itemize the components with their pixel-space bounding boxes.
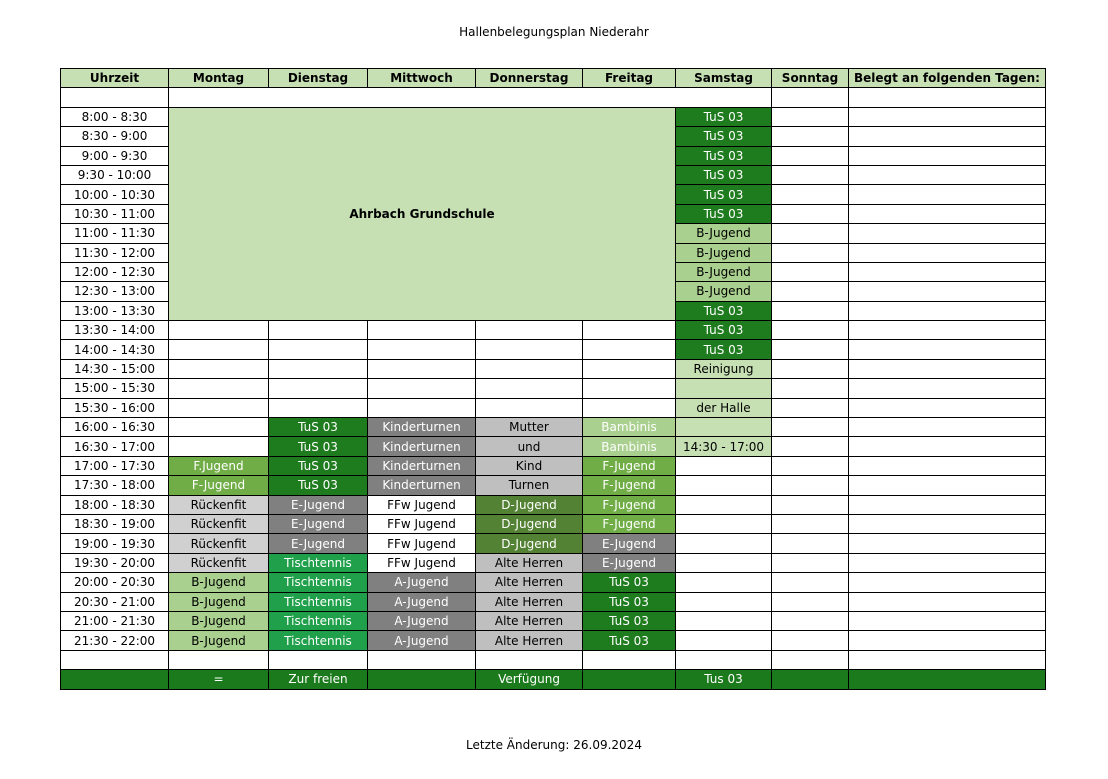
freitag-cell [583,379,676,398]
freitag-cell [583,398,676,417]
dienstag-cell: TuS 03 [269,437,368,456]
time-cell: 21:30 - 22:00 [61,631,169,650]
donnerstag-cell: D-Jugend [476,534,583,553]
belegt-cell [849,398,1046,417]
sonntag-cell [772,476,849,495]
spacer-row [61,88,1046,107]
donnerstag-cell: Kind [476,456,583,475]
time-row [61,631,1046,650]
empty-cell [849,650,1046,669]
sonntag-cell [772,456,849,475]
time-row [61,379,1046,398]
time-cell: 14:30 - 15:00 [61,359,169,378]
sonntag-cell [772,611,849,630]
belegt-cell [849,321,1046,340]
header-uhrzeit: Uhrzeit [61,69,169,88]
header-donnerstag: Donnerstag [476,69,583,88]
montag-cell [169,379,269,398]
samstag-cell [676,456,772,475]
legend-cell [849,670,1046,689]
belegt-cell [849,301,1046,320]
freitag-cell: F-Jugend [583,476,676,495]
sonntag-cell [772,398,849,417]
montag-cell [169,321,269,340]
dienstag-cell [269,398,368,417]
dienstag-cell [269,379,368,398]
sonntag-cell [772,301,849,320]
belegt-cell [849,107,1046,126]
donnerstag-cell [476,379,583,398]
freitag-cell [583,321,676,340]
empty-cell [849,88,1046,107]
legend-cell [368,670,476,689]
dienstag-cell: E-Jugend [269,495,368,514]
samstag-cell [676,476,772,495]
time-cell: 8:30 - 9:00 [61,127,169,146]
mittwoch-cell: Kinderturnen [368,456,476,475]
mittwoch-cell [368,321,476,340]
empty-cell [169,88,772,107]
sonntag-cell [772,553,849,572]
sonntag-cell [772,224,849,243]
sonntag-cell [772,573,849,592]
sonntag-cell [772,146,849,165]
donnerstag-cell [476,340,583,359]
mittwoch-cell: Kinderturnen [368,437,476,456]
samstag-cell: TuS 03 [676,204,772,223]
dienstag-cell [269,359,368,378]
time-row [61,476,1046,495]
donnerstag-cell: D-Jugend [476,495,583,514]
sonntag-cell [772,592,849,611]
sonntag-cell [772,185,849,204]
time-row [61,398,1046,417]
freitag-cell: F-Jugend [583,456,676,475]
samstag-cell [676,534,772,553]
sonntag-cell [772,340,849,359]
samstag-cell [676,418,772,437]
belegt-cell [849,359,1046,378]
sonntag-cell [772,107,849,126]
mittwoch-cell: Kinderturnen [368,418,476,437]
sonntag-cell [772,282,849,301]
time-cell: 20:30 - 21:00 [61,592,169,611]
belegt-cell [849,224,1046,243]
legend-cell [61,670,169,689]
legend-row [61,670,1046,689]
time-cell: 20:00 - 20:30 [61,573,169,592]
time-cell: 12:00 - 12:30 [61,262,169,281]
freitag-cell: Bambinis [583,418,676,437]
donnerstag-cell: und [476,437,583,456]
sonntag-cell [772,495,849,514]
mittwoch-cell [368,340,476,359]
sonntag-cell [772,262,849,281]
donnerstag-cell: Alte Herren [476,573,583,592]
dienstag-cell: TuS 03 [269,418,368,437]
samstag-cell [676,379,772,398]
belegt-cell [849,476,1046,495]
donnerstag-cell [476,359,583,378]
mittwoch-cell: A-Jugend [368,573,476,592]
time-cell: 10:30 - 11:00 [61,204,169,223]
dienstag-cell: Tischtennis [269,631,368,650]
freitag-cell: E-Jugend [583,534,676,553]
time-rows [61,107,1046,650]
sonntag-cell [772,359,849,378]
time-row [61,495,1046,514]
mittwoch-cell [368,398,476,417]
samstag-cell: B-Jugend [676,243,772,262]
belegt-cell [849,127,1046,146]
empty-cell [476,650,583,669]
montag-cell [169,398,269,417]
belegt-cell [849,243,1046,262]
time-row [61,437,1046,456]
freitag-cell: E-Jugend [583,553,676,572]
time-cell: 16:00 - 16:30 [61,418,169,437]
dienstag-cell: Tischtennis [269,592,368,611]
mittwoch-cell [368,359,476,378]
header-freitag: Freitag [583,69,676,88]
time-row [61,514,1046,533]
donnerstag-cell [476,398,583,417]
belegt-cell [849,185,1046,204]
time-cell: 19:30 - 20:00 [61,553,169,572]
montag-cell: B-Jugend [169,592,269,611]
freitag-cell: TuS 03 [583,611,676,630]
header-samstag: Samstag [676,69,772,88]
time-row [61,359,1046,378]
belegt-cell [849,418,1046,437]
time-row [61,340,1046,359]
samstag-cell: TuS 03 [676,165,772,184]
dienstag-cell: Tischtennis [269,611,368,630]
mittwoch-cell: A-Jugend [368,592,476,611]
legend-cell [772,670,849,689]
montag-cell: Rückenfit [169,553,269,572]
header-mittwoch: Mittwoch [368,69,476,88]
empty-cell [772,88,849,107]
sonntag-cell [772,534,849,553]
schedule-table [60,68,1046,690]
sonntag-cell [772,437,849,456]
belegt-cell [849,437,1046,456]
time-cell: 12:30 - 13:00 [61,282,169,301]
empty-cell [169,650,269,669]
freitag-cell [583,359,676,378]
time-cell: 13:00 - 13:30 [61,301,169,320]
belegt-cell [849,340,1046,359]
samstag-cell [676,573,772,592]
samstag-cell [676,631,772,650]
mittwoch-cell: FFw Jugend [368,495,476,514]
belegt-cell [849,514,1046,533]
mittwoch-cell: A-Jugend [368,611,476,630]
time-cell: 10:00 - 10:30 [61,185,169,204]
time-cell: 14:00 - 14:30 [61,340,169,359]
mittwoch-cell: FFw Jugend [368,514,476,533]
dienstag-cell: Tischtennis [269,553,368,572]
samstag-cell: TuS 03 [676,127,772,146]
mittwoch-cell [368,379,476,398]
dienstag-cell: Tischtennis [269,573,368,592]
empty-cell [61,650,169,669]
sonntag-cell [772,321,849,340]
montag-cell: F.Jugend [169,456,269,475]
sonntag-cell [772,204,849,223]
belegt-cell [849,204,1046,223]
montag-cell: B-Jugend [169,573,269,592]
empty-cell [676,650,772,669]
time-cell: 18:00 - 18:30 [61,495,169,514]
sonntag-cell [772,418,849,437]
samstag-cell: Reinigung [676,359,772,378]
time-cell: 15:30 - 16:00 [61,398,169,417]
legend-cell: Tus 03 [676,670,772,689]
samstag-cell [676,553,772,572]
samstag-cell [676,514,772,533]
donnerstag-cell [476,321,583,340]
legend-cell [583,670,676,689]
montag-cell [169,418,269,437]
spacer-row [61,650,1046,669]
header-dienstag: Dienstag [269,69,368,88]
belegt-cell [849,262,1046,281]
freitag-cell: TuS 03 [583,631,676,650]
empty-cell [583,650,676,669]
freitag-cell: F-Jugend [583,495,676,514]
belegt-cell [849,631,1046,650]
mittwoch-cell: FFw Jugend [368,553,476,572]
samstag-cell: B-Jugend [676,262,772,281]
page-title: Hallenbelegungsplan Niederahr [459,25,649,39]
time-row [61,573,1046,592]
time-cell: 18:30 - 19:00 [61,514,169,533]
sonntag-cell [772,243,849,262]
dienstag-cell: TuS 03 [269,456,368,475]
time-cell: 19:00 - 19:30 [61,534,169,553]
empty-cell [269,650,368,669]
time-cell: 21:00 - 21:30 [61,611,169,630]
dienstag-cell: TuS 03 [269,476,368,495]
sonntag-cell [772,514,849,533]
sonntag-cell [772,379,849,398]
samstag-cell: TuS 03 [676,146,772,165]
time-row [61,418,1046,437]
header-montag: Montag [169,69,269,88]
belegt-cell [849,553,1046,572]
montag-cell: Rückenfit [169,514,269,533]
time-cell: 13:30 - 14:00 [61,321,169,340]
time-cell: 9:00 - 9:30 [61,146,169,165]
belegt-cell [849,456,1046,475]
freitag-cell: TuS 03 [583,592,676,611]
empty-cell [772,650,849,669]
header-belegt: Belegt an folgenden Tagen: [849,69,1046,88]
header-row [61,69,1046,88]
school-block: Ahrbach Grundschule [169,107,676,320]
belegt-cell [849,573,1046,592]
freitag-cell: Bambinis [583,437,676,456]
samstag-cell: TuS 03 [676,107,772,126]
empty-cell [368,650,476,669]
samstag-cell [676,611,772,630]
donnerstag-cell: Alte Herren [476,592,583,611]
belegt-cell [849,379,1046,398]
time-cell: 8:00 - 8:30 [61,107,169,126]
montag-cell [169,359,269,378]
dienstag-cell: E-Jugend [269,534,368,553]
samstag-cell [676,592,772,611]
belegt-cell [849,495,1046,514]
dienstag-cell [269,340,368,359]
donnerstag-cell: Alte Herren [476,631,583,650]
samstag-cell: TuS 03 [676,321,772,340]
dienstag-cell [269,321,368,340]
donnerstag-cell: Mutter [476,418,583,437]
montag-cell [169,437,269,456]
sonntag-cell [772,127,849,146]
mittwoch-cell: A-Jugend [368,631,476,650]
time-row [61,456,1046,475]
samstag-cell [676,495,772,514]
samstag-cell: B-Jugend [676,224,772,243]
donnerstag-cell: Alte Herren [476,553,583,572]
time-row [61,107,1046,126]
montag-cell: Rückenfit [169,534,269,553]
time-row [61,553,1046,572]
donnerstag-cell: Alte Herren [476,611,583,630]
montag-cell: Rückenfit [169,495,269,514]
montag-cell: F-Jugend [169,476,269,495]
samstag-cell: TuS 03 [676,185,772,204]
samstag-cell: TuS 03 [676,301,772,320]
header-sonntag: Sonntag [772,69,849,88]
samstag-cell: B-Jugend [676,282,772,301]
time-cell: 11:30 - 12:00 [61,243,169,262]
legend-cell: Zur freien [269,670,368,689]
time-cell: 11:00 - 11:30 [61,224,169,243]
time-cell: 17:00 - 17:30 [61,456,169,475]
freitag-cell [583,340,676,359]
last-change: Letzte Änderung: 26.09.2024 [466,738,642,752]
belegt-cell [849,146,1046,165]
time-cell: 15:00 - 15:30 [61,379,169,398]
belegt-cell [849,534,1046,553]
empty-cell [61,88,169,107]
montag-cell: B-Jugend [169,631,269,650]
belegt-cell [849,611,1046,630]
mittwoch-cell: Kinderturnen [368,476,476,495]
samstag-cell: der Halle [676,398,772,417]
time-row [61,592,1046,611]
donnerstag-cell: Turnen [476,476,583,495]
belegt-cell [849,592,1046,611]
sonntag-cell [772,631,849,650]
sonntag-cell [772,165,849,184]
time-row [61,321,1046,340]
dienstag-cell: E-Jugend [269,514,368,533]
montag-cell: B-Jugend [169,611,269,630]
samstag-cell: 14:30 - 17:00 [676,437,772,456]
time-cell: 16:30 - 17:00 [61,437,169,456]
time-cell: 17:30 - 18:00 [61,476,169,495]
montag-cell [169,340,269,359]
freitag-cell: F-Jugend [583,514,676,533]
legend-cell: = [169,670,269,689]
mittwoch-cell: FFw Jugend [368,534,476,553]
freitag-cell: TuS 03 [583,573,676,592]
belegt-cell [849,165,1046,184]
time-row [61,534,1046,553]
time-row [61,611,1046,630]
samstag-cell: TuS 03 [676,340,772,359]
belegt-cell [849,282,1046,301]
time-cell: 9:30 - 10:00 [61,165,169,184]
legend-cell: Verfügung [476,670,583,689]
donnerstag-cell: D-Jugend [476,514,583,533]
